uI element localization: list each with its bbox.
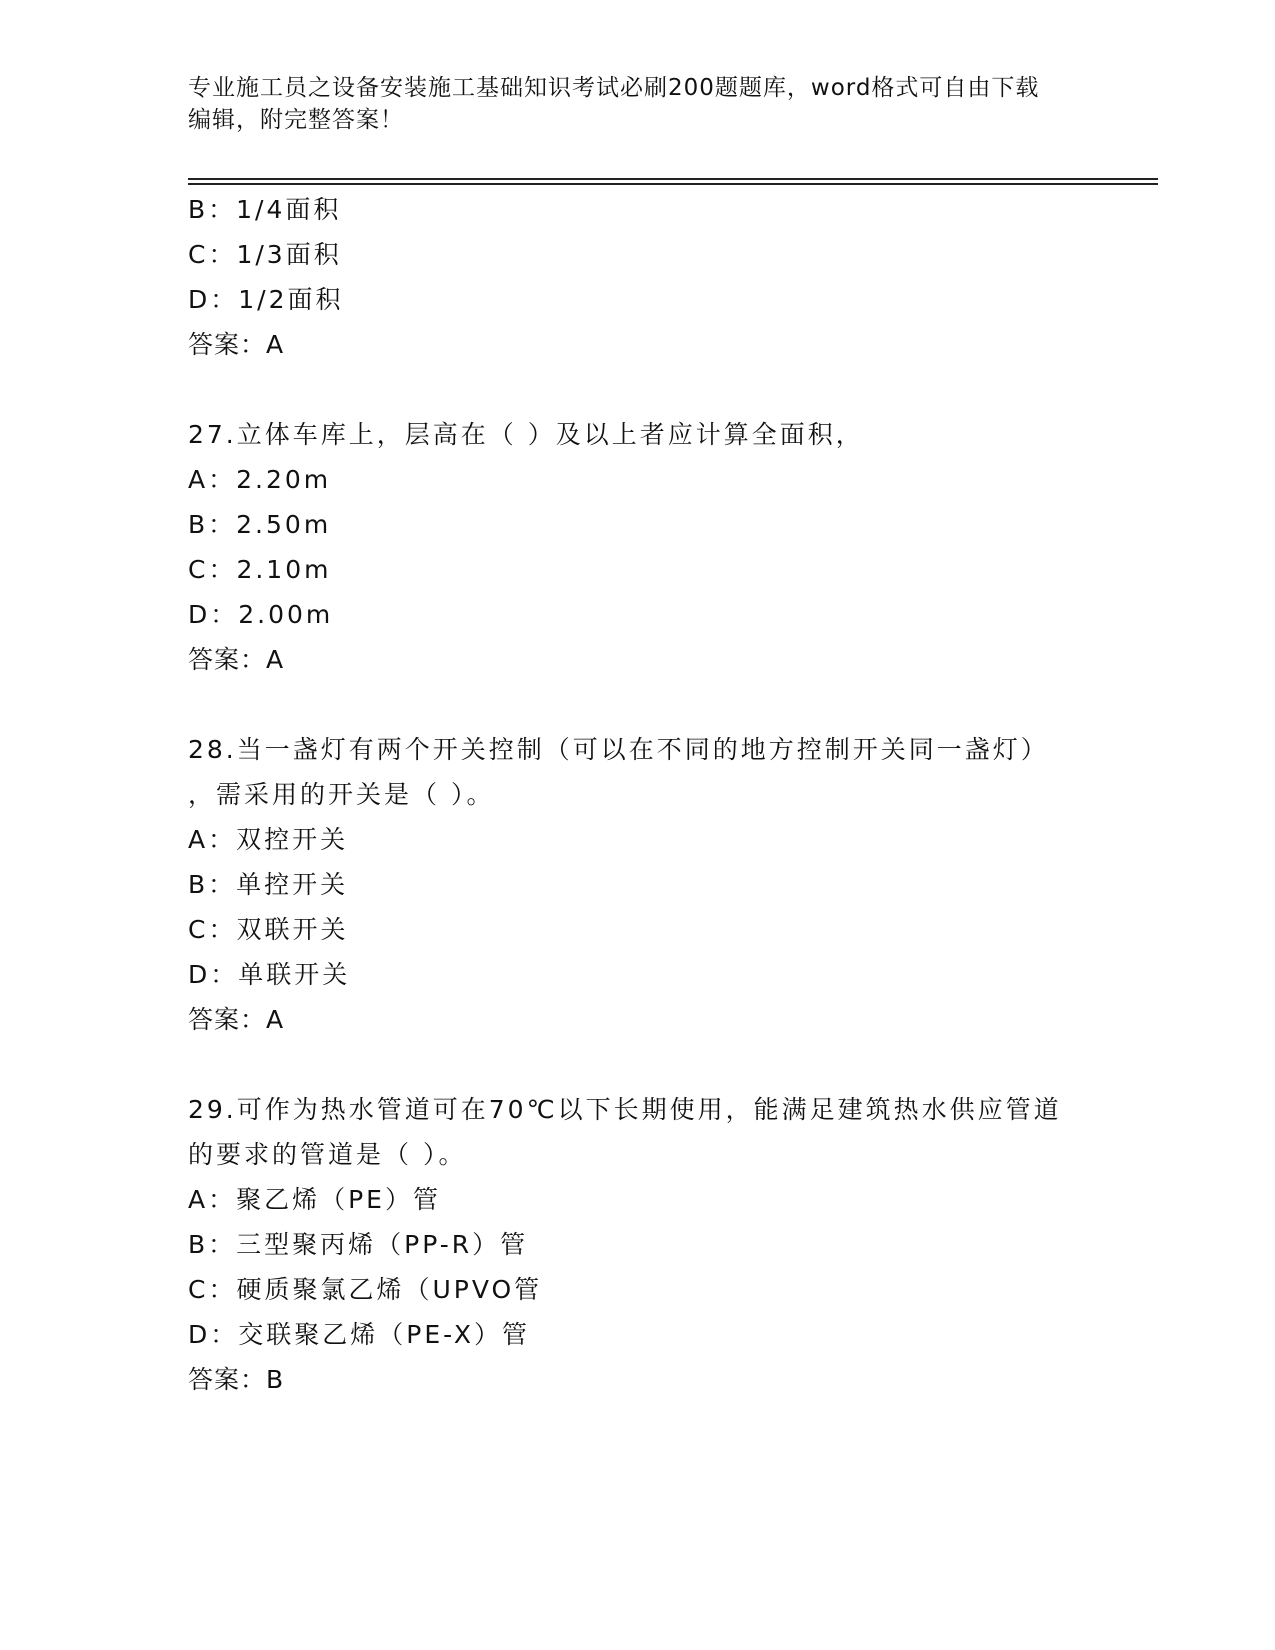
- q27-option-a: A：2.20m: [188, 465, 332, 494]
- q29-stem-line-2: 的要求的管道是（ ）。: [188, 1140, 467, 1169]
- q28-answer: 答案：A: [188, 1005, 285, 1034]
- q28-option-a: A：双控开关: [188, 825, 349, 854]
- header-divider-bottom: [188, 183, 1158, 185]
- q29-option-d: D：交联聚乙烯（PE-X）管: [188, 1320, 531, 1349]
- q26-answer: 答案：A: [188, 330, 285, 359]
- header-divider-top: [188, 178, 1158, 180]
- q27-option-b: B：2.50m: [188, 510, 332, 539]
- q28-option-b: B：单控开关: [188, 870, 349, 899]
- q27-answer: 答案：A: [188, 645, 285, 674]
- q26-option-d: D：1/2面积: [188, 285, 344, 314]
- q26-option-b: B：1/4面积: [188, 195, 342, 224]
- q29-option-c: C：硬质聚氯乙烯（UPVO管: [188, 1275, 543, 1304]
- q29-option-a: A：聚乙烯（PE）管: [188, 1185, 441, 1214]
- q28-option-c: C：双联开关: [188, 915, 349, 944]
- q28-stem-line-2: ，需采用的开关是（ ）。: [188, 780, 495, 809]
- header-line-1: 专业施工员之设备安装施工基础知识考试必刷200题题库，word格式可自由下载: [188, 75, 1040, 101]
- q26-option-c: C：1/3面积: [188, 240, 342, 269]
- q29-stem-line-1: 29.可作为热水管道可在70℃以下长期使用，能满足建筑热水供应管道: [188, 1095, 1062, 1124]
- q27-option-d: D：2.00m: [188, 600, 334, 629]
- q29-answer: 答案：B: [188, 1365, 285, 1394]
- q27-stem: 27.立体车库上，层高在（ ）及以上者应计算全面积，: [188, 420, 864, 449]
- document-header: [188, 72, 1088, 136]
- q28-option-d: D：单联开关: [188, 960, 351, 989]
- header-line-2: 编辑，附完整答案！: [188, 107, 404, 133]
- q29-option-b: B：三型聚丙烯（PP-R）管: [188, 1230, 529, 1259]
- q28-stem-line-1: 28.当一盏灯有两个开关控制（可以在不同的地方控制开关同一盏灯）: [188, 735, 1049, 764]
- q27-option-c: C：2.10m: [188, 555, 332, 584]
